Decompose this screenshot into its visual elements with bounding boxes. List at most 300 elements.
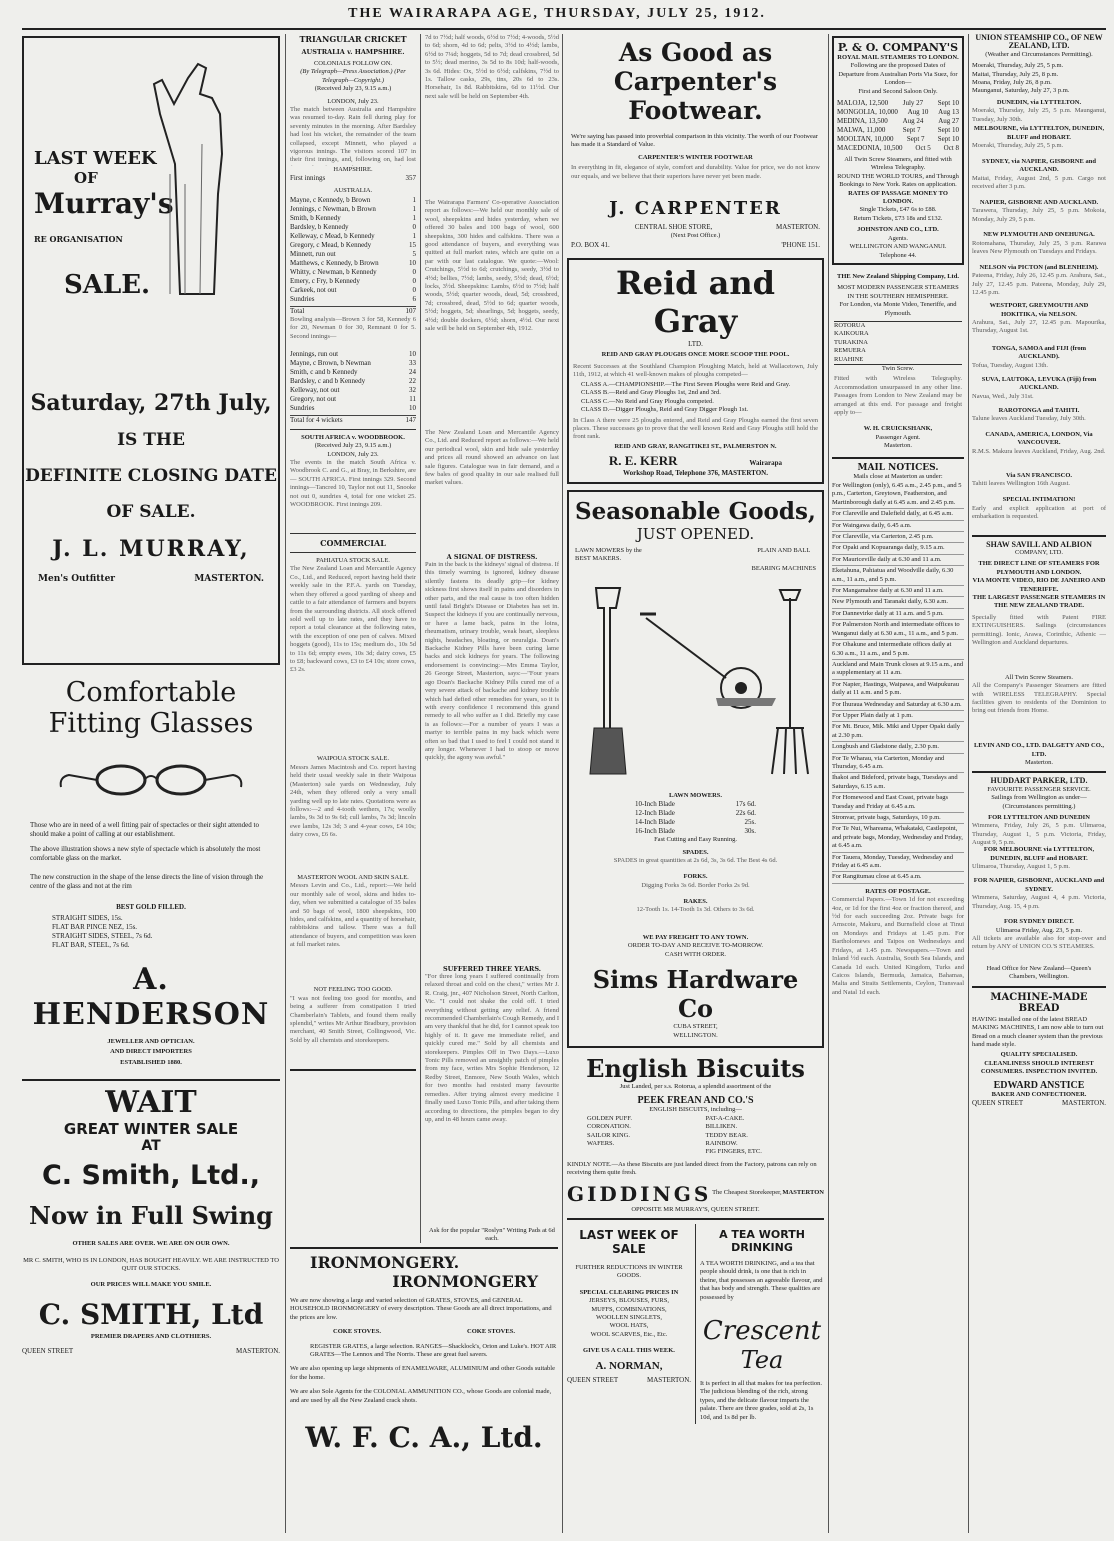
smith-other: OTHER SALES ARE OVER. WE ARE ON OUR OWN. [72,1240,230,1248]
ship-name: ROTORUA [834,321,866,329]
coke-stoves-label-2: COKE STOVES. [467,1328,515,1336]
batting-row [290,277,416,286]
po-advert [832,36,964,265]
biscuit-item: CORONATION. [587,1123,631,1131]
biscuits-brand: PEEK FREAN AND CO.'S [637,1095,754,1107]
sims-spades: SPADES. [682,848,709,856]
tea-title1: A TEA WORTH [719,1228,805,1241]
cricket-follow-on: COLONIALS FOLLOW ON. [313,60,393,67]
ship-row [837,99,959,108]
sailing-line: Maitai, Thursday, July 25, 8 p.m. [972,70,1059,78]
column-6 [972,34,1106,1533]
sims-city: WELLINGTON. [673,1031,718,1039]
batting-row-cell: Bardsley, b Kennedy [290,222,349,231]
ship-row-cell: Oct 8 [943,144,959,153]
batting-row-cell: 10 [409,258,416,267]
smith-great: GREAT WINTER SALE [63,1120,239,1139]
norman-town: MASTERTON. [647,1375,691,1384]
huddart-office: Head Office for New Zealand—Queen's Chambers, Wellington. [986,964,1092,981]
pointing-hand-illustration [140,54,250,304]
column-rule [285,34,286,1533]
uss-np: NEW PLYMOUTH AND ONEHUNGA. [983,231,1095,239]
sims-forks: FORKS. [683,873,708,881]
ship-name: TURAKINA [834,338,868,346]
biscuit-item: TEDDY BEAR. [705,1131,748,1139]
sims-mowers: LAWN MOWERS by the BEST MAKERS. [575,547,642,563]
reid-agent: R. E. KERR [608,453,678,469]
tea-brand1: Crescent [702,1316,822,1346]
column-3: 7d to 7½d; half woods, 6½d to 7½d; 4-woods, 5½d to 6d; shorn, 4d to 6d; pelts, 3½d to 4½d; lambs, 6½d to 7¼d; hoggets, 5d to 7d; dead crossbred, 5d to 5½; dead merino, 3s 5d to 8s 10d; half-woods, 3s 6d. Hides: Ox, 5½d to 6½d; calfskins, 7½d to 1s. Tallow casks, 29s, tins, 20s 6d to 23s. Horsehair, 1s 8d. Rabbitskins, 6d to 11½d. Our next sale will be held on September 4th. The Wairarapa Farmers' Co-operative Association report as follows:—We held our monthly sale of wool, sheepskins and hides yesterday, when we offered 30 bales and 100 bags of wool, 600 sheepskins, 300 hides and calfskins. There was a good attendance of buyers, and everything was quitted at full market rates, which are quite on a par with our last catalogue. We quote:—Wool: Crutchings, 5½d to 6d; crutchings, seedy, 3½d to 4½d; bellies, 7½d; lambs, seedy, 5½d; dead, 6½d; locks, 3½d. Sheepskins: Lambs, 6½d to 7½d; half woods, 5½d; quarter woods, dead, 5d; crossbred, 7d; crossbred, dead, 5½d to 6d; quarter woods, 5½d; hoggets, 5d; shearlings, 5d; hoggets, seedy, 4½d; double dockers, 6½d; shorn, 4½d. Our next sale will be held on September 4th, 1912. The New Zealand Loan and Mercantile Agency Co., Ltd. and Reduced report as follows:—We held our periodical wool, skin and hide sale yesterday and prices all round showed an advance on last sale figures. Catalogue was in fair demand, and a few bales of good quality in our sale realised full market values. A SIGNAL OF DISTRESS. Pain in the back is the kidneys' signal of distress. If this timely warning is ignored, kidney disease silently fastens its deadly grip—for kidney sickness first shows itself in pains and disorders in other parts, and the real cause is too often hidden until fatal Bright's Disease or Diabetes has set in. Suspect the kidneys if you are continually nervous, or have a lame back, pains in the loins, rheumatism, urinary trouble, weak heart, sleepless nights, headaches, bloating, or neuralgia. Doan's Backache Kidney Pills have been curing lame backs and sick kidneys for years. The following endorsement is convincing:—Mrs Emma Taylor, 26 George Street, Masterton, says:—"Four years ago Doan's Backache Kidney Pills cured me of a very severe attack of backache and kidney trouble which had defied other remedies for years, so it is with every confidence I recommend this grand remedy to all who suffer as I did. Briefly my case is as follows:—For a number of years I was a martyr to terrible pains in my back which were often so bad that I used to feel I could not stand it any longer. Whenever I had to stoop or move quickly, the agony was awful." SUFFERED THREE YEARS. "For three long years I suffered continually from relaxed throat and cold on the chest," writes Mr J. R. Craig, jnr., 407 Nicholson Street, North Carlton, Vic. "I could not shake the cold off. I tried everything without getting any relief. A friend recommended Chamberlain's Cough Remedy, and I am very thankful that he did, for I cannot speak too highly of it. It gave me immediate relief, and quickly cured me." Sold by all chemists and storekeepers. Pimples Off in Two Days.—Luxo Tonic Pills removed an unsightly patch of pimples from my face, writes Mrs Sophie Henderson, 12 Redby Street, Enmore, New South Wales, which for two months had resisted many favourite remedies. After trying almost every medicine I finally used Luxo Tonic Pills, and after taking them according to directions, the pimples began to dry up, and in 48 hours came away. Ask for the popular "Roslyn" Writing Pads at 6d each. [425,34,559,1243]
shaw-line: THE DIRECT LINE OF STEAMERS FOR PLYMOUTH AND LONDON. [978,560,1100,576]
union-steamship-advert: UNION STEAMSHIP CO., OF NEW ZEALAND, LTD. (Weather and Circumstances Permitting). Moeraki, Thursday, July 25, 5 p.m. Maitai, Thursday, July 25, 8 p.m. Moana, Friday, July 26, 8 p.m. Maunganui, Saturday, July 27, 3 p.m. DUNEDIN, via LYTTELTON. Moeraki, Thursday, July 25, 5 p.m. Maunganui, Tuesday, July 30th. MELBOURNE, via LYTTELTON, DUNEDIN, BLUFF and HOBART. Moeraki, Thursday, July 25, 5 p.m. SYDNEY, via NAPIER, GISBORNE and AUCKLAND. Maitai, Friday, August 2nd, 5 p.m. Cargo not received after 3 p.m. NAPIER, GISBORNE AND AUCKLAND. Tarawera, Thursday, July 25, 5 p.m. Mokoia, Monday, July 29, 5 p.m. NEW PLYMOUTH AND ONEHUNGA. Rotomahana, Thursday, July 25, 3 p.m. Rarawa leaves New Plymouth on Tuesdays and Fridays. NELSON via PICTON (and BLENHEIM). Pateena, Friday, July 26, 12.45 p.m. Arahura, Sat., July 27, 12.45 p.m. Pateena, Monday, July 29, 12.45 p.m. WESTPORT, GREYMOUTH AND HOKITIKA, via NELSON. Arahura, Sat., July 27, 12.45 p.m. Mapourika, Thursday, August 1st. TONGA, SAMOA and FIJI (from AUCKLAND). Tofua, Tuesday, August 13th. SUVA, LAUTOKA, LEVUKA (Fiji) from AUCKLAND. Navua, Wed., July 31st. RAROTONGA and TAHITI. Talune leaves Auckland Tuesday, July 30th. CANADA, AMERICA, LONDON, Via VANCOUVER. R.M.S. Makura leaves Auckland, Friday, Aug. 2nd. Via SAN FRANCISCO. Tahiti leaves Wellington 16th August. SPECIAL INTIMATION! Early and explicit application at port of embarkation is requested. [972,34,1106,520]
biscuits-incl: ENGLISH BISCUITS, including— [649,1106,742,1114]
glasses-item: STRAIGHT SIDES, 15s. [52,914,123,922]
po-sub: ROYAL MAIL STEAMERS TO LONDON. [837,54,959,61]
biscuits-kindly: KINDLY NOTE.—As these Biscuits are just landed direct from the Factory, patrons can rely on receiving them quite fresh. [567,1160,817,1177]
south-africa-dateline: LONDON, July 23. [327,450,379,458]
reid-result: CLASS C.—No Reid and Gray Ploughs competed. [581,397,714,405]
price-row-cell: 12-Inch Blade [635,809,675,818]
cricket-received: (Received July 23, 9.15 a.m.) [314,85,392,93]
not-feeling-heading: NOT FEELING TOO GOOD. [313,986,393,994]
batting-row [290,223,416,232]
nzs-title: THE New Zealand Shipping Company, Ltd. [837,272,959,280]
batting-row [290,268,416,277]
coke-stoves-label: COKE STOVES. [333,1328,381,1336]
total-label: Total [290,306,305,315]
bread-name: EDWARD ANSTICE [993,1079,1085,1091]
henderson-trade: JEWELLER AND OPTICIAN. [107,1038,195,1045]
mail-notice: For Ohakune and intermediate offices daily at 6.30 a.m., 11 a.m., and 5 p.m. [832,640,964,660]
smith-prices: OUR PRICES WILL MAKE YOU SMILE. [90,1281,212,1289]
smith-town: MASTERTON. [236,1347,280,1356]
uss-nelson: NELSON via PICTON (and BLENHEIM). [979,263,1099,271]
carpenter-name: J. CARPENTER [609,198,782,220]
suffered-heading: SUFFERED THREE YEARS. [442,965,542,973]
ironmongery-title1: IRONMONGERY. [310,1253,460,1272]
reid-workshop: Workshop Road, Telephone 376, MASTERTON. [623,469,768,478]
norman-item: WOOL SCARVES, Etc., Etc. [590,1330,668,1338]
ship-row-cell: Aug 24 [902,117,924,126]
smith-london: MR C. SMITH, WHO IS IN LONDON, HAS BOUGHT HEAVILY. WE ARE INSTRUCTED TO QUIT OUR STOCKS. [23,1256,279,1273]
batting-row [290,350,416,359]
total4-value: 147 [405,415,416,424]
murray-is-the: IS THE [117,430,185,450]
batting-row-cell: Matthews, c Kennedy, b Brown [290,258,379,267]
norman-call: GIVE US A CALL THIS WEEK. [583,1347,675,1355]
price-row-cell: 10-Inch Blade [635,800,675,809]
mail-notice: For Tauera, Monday, Tuesday, Wednesday and Friday at 6.45 a.m. [832,853,964,873]
crescent-tea-advert [700,1224,824,1424]
price-row [635,827,756,836]
sims-hardware-advert: Seasonable Goods, JUST OPENED. LAWN MOWERS by the BEST MAKERS. PLAIN AND BALL BEARING MACHINES LAWN MOWERS. 10-Inch Blade 17s 6d. 12-Inch Blade 22s 6d. 14-Inch Blade 25s. 16-Inch Blade 30s. Fast Cutting and Easy Running. SPADES. SPADES in great quantities at 2s 6d, 3s, 3s 6d. The Best 4s 6d. FORKS. Digging Forks 3s 6d. Border Forks 2s 9d. RAKES. 12-Tooth 1s. 14-Tooth 1s 3d. Others to 3s 6d. WE PAY FREIGHT TO ANY TOWN. ORDER TO-DAY AND RECEIVE TO-MORROW. CASH WITH ORDER. Sims Hardware Co CUBA STREET, WELLINGTON. [567,490,824,1048]
south-africa-heading: SOUTH AFRICA v. WOODBROOK. [301,433,405,441]
murray-line2: OF [74,169,98,187]
first-innings-label: First innings [290,174,326,183]
norman-item: MUFFS, COMBINATIONS, [591,1305,667,1313]
huddart-ulimaroa: Ulimaroa Friday, Aug. 23, 5 p.m. [995,926,1083,934]
norman-special: SPECIAL CLEARING PRICES IN [579,1288,679,1296]
huddart-melb: FOR MELBOURNE via LYTTELTON, DUNEDIN, BLUFF and HOBART. [983,846,1095,862]
norman-further: FURTHER REDUCTIONS IN WINTER GOODS. [575,1264,683,1280]
price-row [635,818,756,827]
mail-close: Mails close at Masterton as under: [853,472,943,480]
henderson-established: ESTABLISHED 1880. [120,1058,182,1066]
smith-street: QUEEN STREET [22,1347,74,1356]
batting-row [290,286,416,295]
hampshire-total: 357 [405,174,416,183]
batting-row-cell: Jennings, run out [290,349,339,358]
mail-notice: Eketahuna, Pahiatua and Woodville daily, 6.30 a.m., 11 a.m., and 5 p.m. [832,566,964,586]
ship-row [837,135,959,144]
ship-row-cell: Aug 27 [938,117,959,126]
batting-row [290,196,416,205]
mail-rates: RATES OF POSTAGE. [865,887,931,895]
batting-row-cell: Jennings, c Newman, b Brown [290,204,376,213]
batting-row [290,232,416,241]
shaw-twin: All Twin Screw Steamers. [1004,673,1074,681]
glasses-item: STRAIGHT SIDES, STEEL, 7s 6d. [52,932,153,940]
price-row-cell: 25s. [744,818,756,827]
batting-row-cell: Sundries [290,294,315,303]
mail-notice: For Opaki and Kopuaranga daily, 9.15 a.m. [832,543,964,554]
mail-notice: For Clareville and Dalefield daily, at 6.45 a.m. [832,509,964,520]
batting-row [290,259,416,268]
smith-logo: C. SMITH, Ltd [38,1297,264,1331]
batting-row-cell: Kelleway, not out [290,385,340,394]
batting-row-cell: Gregory, not out [290,394,337,403]
murray-town: MASTERTON. [194,574,264,584]
sims-plain: PLAIN AND BALL [757,547,811,555]
mail-notice: For Homewood and East Coast, private bags Tuesday and Friday at 6.45 a.m. [832,793,964,813]
uss-sf: Via SAN FRANCISCO. [1005,471,1073,479]
carpenter-intro: We're saying has passed into proverbial comparison in this vicinity. The worth of our Footwear has made it a Standard of Value. [571,133,818,149]
ship-name: REMUERA [834,347,866,355]
price-row-cell: 14-Inch Blade [635,818,675,827]
smith-swing: Now in Full Swing [29,1201,273,1231]
sims-lawn: LAWN MOWERS. [668,791,723,799]
reid-tag: REID AND GRAY PLOUGHS ONCE MORE SCOOP THE POOL. [601,350,790,358]
ship-row [837,144,959,153]
glasses-title2: Fitting Glasses [48,708,254,739]
norman-item: WOOL HATS, [609,1322,649,1330]
shaw-savill-advert: SHAW SAVILL AND ALBION COMPANY, LTD. THE DIRECT LINE OF STEAMERS FOR PLYMOUTH AND LONDON. VIA MONTE VIDEO, RIO DE JANEIRO AND TENERIFFE. THE LARGEST PASSENGER STEAMERS IN THE NEW ZEALAND TRADE. Specially fitted with Patent FIRE EXTINGUISHERS. Sailings (circumstances permitting). Ionic, Arawa, Corinthic, Athenic — Wellington and Auckland departures. All Twin Screw Steamers. All the Company's Passenger Steamers are fitted with WIRELESS TELEGRAPHY. Special facilities given to residents of the Dominion to bring out friends from Home. LEVIN AND CO., LTD. DALGETY AND CO., LTD. Masterton. [972,539,1106,767]
column-1 [22,34,280,1533]
bread-title: MACHINE-MADE BREAD [990,991,1088,1014]
smith-wait: WAIT [105,1085,197,1121]
batting-row [290,241,416,250]
carpenter-town: MASTERTON. [776,223,820,232]
batting-row-cell: 0 [412,267,416,276]
ship-row-cell: July 27 [902,99,924,108]
nzs-advert: THE New Zealand Shipping Company, Ltd. MOST MODERN PASSENGER STEAMERS IN THE SOUTHERN HEMISPHERE. For London, via Monte Video, Teneriffe, and Plymouth. ROTORUA KAIKOURA TURAKINA REMUERA RUAHINE Twin Screw. Fitted with Wireless Telegraphy. Accommodation unsurpassed in any other line. Passages from London to New Zealand may be arranged at this end. For passage and freight apply to— W. H. CRUICKSHANK, Passenger Agent. Masterton. [834,272,962,450]
mail-notice: For Mauriceville daily at 6.30 and 11 a.m. [832,555,964,566]
batting-row-cell: 11 [409,394,416,403]
ironmongery-advert: IRONMONGERY. IRONMONGERY We are now showing a large and varied selection of GRATES, STOVES, and GENERAL HOUSEHOLD IRONMONGERY of every description. These Goods are all direct importations, and the prices are low. COKE STOVES. COKE STOVES. REGISTER GRATES, a large selection. RANGES—Shacklock's, Orion and Luke's. HOT AIR GRATES—The Lennox and The Norris. These are great fuel savers. We are also opening up large shipments of ENAMELWARE, ALUMINIUM and other Goods suitable for the home. We are also Sole Agents for the COLONIAL AMMUNITION CO., whose Goods are colonial made, and are used by all the New Zealand crack shots. W. F. C. A., Ltd. [290,1243,558,1533]
smith-premier: PREMIER DRAPERS AND CLOTHIERS. [90,1332,212,1340]
sims-cash: CASH WITH ORDER. [664,950,727,958]
bread-trade: BAKER AND CONFECTIONER. [991,1090,1087,1098]
giddings-town: MASTERTON [782,1189,824,1197]
reid-result: CLASS D.—Digger Ploughs, Reid and Gray Digger Plough 1st. [581,406,749,414]
cricket-cable: (By Telegraph—Press Association.) (Per Telegraph—Copyright.) [300,68,406,84]
batting-row [290,395,416,404]
batting-row-cell: 15 [409,240,416,249]
masthead-rule [22,28,1106,30]
shaw-via: VIA MONTE VIDEO, RIO DE JANEIRO AND TENERIFFE. [972,577,1106,593]
batting-row [290,377,416,386]
bread-street: QUEEN STREET [972,1098,1024,1107]
uss-weather: (Weather and Circumstances Permitting). [985,50,1093,58]
batting-row-cell: Gregory, c Mead, b Kennedy [290,240,372,249]
po-classes: First and Second Saloon Only. [858,87,938,95]
commercial-heading: COMMERCIAL [320,538,386,549]
australia-batting-list [290,196,416,304]
batting-row-cell: 22 [409,376,416,385]
murray-closing: DEFINITE CLOSING DATE [25,466,277,486]
sailing-line: Maunganui, Saturday, July 27, 3 p.m. [972,87,1070,95]
huddart-parker-advert: HUDDART PARKER, LTD. FAVOURITE PASSENGER SERVICE. Sailings from Wellington as under—(Circumstances permitting.) FOR LYTTELTON AND DUNEDIN Wimmera, Friday, July 26, 5 p.m. Ulimaroa, Thursday, August 1, 5 p.m. Victoria, Friday, August 9, 5 p.m. FOR MELBOURNE via LYTTELTON, DUNEDIN, BLUFF and HOBART. Ulimaroa, Thursday, August 1, 5 p.m. FOR NAPIER, GISBORNE, AUCKLAND and SYDNEY. Wimmera, Saturday, August 4, 4 p.m. Victoria, Thursday, Aug. 15, 4 p.m. FOR SYDNEY DIRECT. Ulimaroa Friday, Aug. 23, 5 p.m. All tickets are available also for stop-over and return by ANY of UNION CO.'S STEAMERS. Head Office for New Zealand—Queen's Chambers, Wellington. [972,776,1106,981]
carpenter-title2: Footwear. [628,96,763,125]
sailing-line: Moana, Friday, July 26, 8 p.m. [972,79,1052,87]
ship-row-cell: Aug 10 [907,108,929,117]
uss-title: UNION STEAMSHIP CO., OF NEW ZEALAND, LTD. [975,34,1103,51]
po-agents: Agents. [887,234,909,242]
po-single: Single Tickets, £47 6s to £88. [859,206,937,214]
shaw-agents: LEVIN AND CO., LTD. DALGETY AND CO., LTD. [973,742,1105,758]
bread-town: MASTERTON. [1062,1098,1106,1107]
sims-price-list [575,800,816,836]
ship-name: KAIKOURA [834,330,869,338]
mail-notice: For Dannevirke daily at 11 a.m. and 5 p.m. [832,609,964,620]
mail-notice: For Upper Plain daily at 1 p.m. [832,711,964,722]
wool-heading: MASTERTON WOOL AND SKIN SALE. [297,873,409,881]
murray-line4: RE ORGANISATION [34,234,123,244]
cricket-heading: TRIANGULAR CRICKET [299,34,407,44]
sims-fast: Fast Cutting and Easy Running. [654,836,737,844]
mail-notice: For Palmerston North and intermediate offices to Wanganui daily at 6.30 a.m., 11 a.m., and 5 p.m. [832,620,964,640]
smith-at: AT [141,1138,161,1155]
ship-row [837,126,959,135]
tea-title2: DRINKING [731,1241,793,1254]
mail-notices: MAIL NOTICES. Mails close at Masterton as under: For Wellington (only), 6.45 a.m., 2.45 p.m., and 5 p.m., Carterton, Greytown, Featherston, and Martinborough daily at 6.45 a.m. and 2.45 p.m. For Clareville and Dalefield daily, at 6.45 a.m. For Waingawa daily, 6.45 a.m. For Clareville, via Carterton, 2.45 p.m. For Opaki and Kopuaranga daily, 9.15 a.m. For Mauriceville daily at 6.30 and 11 a.m. Eketahuna, Pahiatua and Woodville daily, 6.30 a.m., 11 a.m., and 5 p.m. For Mangamahoe daily at 6.30 and 11 a.m. New Plymouth and Taranaki daily, 6.30 a.m. For Dannevirke daily at 11 a.m. and 5 p.m. For Palmerston North and intermediate offices to Wanganui daily at 6.30 a.m., 11 a.m., and 5 p.m. For Ohakune and intermediate offices daily at 6.30 a.m., 11 a.m., and 5 p.m. Auckland and Main Trunk closes at 9.15 a.m., and a supplementary at 11 a.m. For Napier, Hastings, Waipawa, and Waipukurau daily at 11 a.m. and 5 p.m. For Ihuraua Wednesday and Saturday at 6.30 a.m. For Upper Plain daily at 1 p.m. For Mt. Bruce, Mik. Miki and Upper Opaki daily at 2.30 p.m. Longbush and Gladstone daily, 2.30 p.m. For Te Wharau, via Carterton, Monday and Thursday, 6.45 a.m. Ihakoi and Bideford, private bags, Tuesdays and Saturdays, 6.15 a.m. For Homewood and East Coast, private bags Tuesday and Friday at 6.45 a.m. Stronvar, private bags, Saturdays, 10 p.m. For Te Nui, Whareama, Whakataki, Castlepoint, and private bags, Monday, Wednesday and Friday, at 6.45 a.m. For Tauera, Monday, Tuesday, Wednesday and Friday at 6.45 a.m. For Rangitumau close at 6.45 a.m. RATES OF POSTAGE. Commercial Papers.—Town 1d for not exceeding 4oz, or 1d for the first 4oz or fraction thereof, and ½d for each succeeding 2oz. Private bags for Arnscote, Makuru, and Burnsfield close at Tinui on Mondays and Fridays at 1.45 p.m. For Bartholomews and Taipos on Wednesdays and Fridays, at 1.45 p.m. Newspapers.—Town and Inland ½d each. Australia, South Sea Islands, and Canada 1d each. United Kingdom, Turks and Caicos Islands, Bermuda, Jamaica, Bahamas, Malta and Straits Settlements, Ceylon, Transvaal and Natal 1d each. [832,462,964,996]
mail-notice: Stronvar, private bags, Saturdays, 10 p.m. [832,813,964,824]
wfca-name: W. F. C. A., Ltd. [305,1421,543,1455]
batting-row [290,404,416,413]
uss-canada: CANADA, AMERICA, LONDON, Via VANCOUVER. [985,430,1093,447]
shaw-largest: THE LARGEST PASSENGER STEAMERS IN THE NEW ZEALAND TRADE. [972,594,1106,610]
po-town: WELLINGTON AND WANGANUI. [849,243,947,251]
ship-row-cell: MOOLTAN, 10,000 [837,135,894,144]
uss-sailings [972,62,1106,96]
cricket-dateline: LONDON, July 23. [327,97,379,105]
australia-second-innings [290,350,416,413]
nzs-ship-list [834,321,962,365]
batting-row [290,386,416,395]
norman-advert [567,1224,696,1424]
column-4 [567,34,824,1533]
ironmongery-title2: IRONMONGERY [392,1272,538,1291]
price-row [635,809,756,818]
mail-notice: For Waingawa daily, 6.45 a.m. [832,521,964,532]
po-line: Following are the proposed Dates of Departure from Australian Ports Via Suez, for London— [838,62,958,87]
bread-clean: CLEANLINESS SHOULD INTEREST CONSUMERS. INSPECTION INVITED. [980,1059,1098,1076]
signal-heading: A SIGNAL OF DISTRESS. [446,553,538,561]
glasses-p1: Those who are in need of a well fitting pair of spectacles or their sight attended to should make a point of calling at our establishment. [30,821,259,838]
batting-row-cell: 1 [412,204,416,213]
biscuit-item: BILLIKEN. [705,1123,738,1131]
mail-title: MAIL NOTICES. [857,462,939,473]
batting-row-cell: Kelleway, c Mead, b Kennedy [290,231,375,240]
column-5 [832,34,964,1533]
batting-row [290,295,416,304]
sims-freight: WE PAY FREIGHT TO ANY TOWN. [642,933,749,941]
murray-name: J. L. MURRAY, [52,536,250,562]
murray-outfitter: Men's Outfitter [38,574,116,584]
mail-notice: For Napier, Hastings, Waipawa, and Waipukurau daily at 11 a.m. and 5 p.m. [832,680,964,700]
norman-street: QUEEN STREET [567,1375,619,1384]
biscuit-item: WAFERS. [587,1139,615,1147]
reid-gray-advert: Reid and Gray LTD. REID AND GRAY PLOUGHS ONCE MORE SCOOP THE POOL. Recent Successes at the Southland Champion Ploughing Match, held at Wallacetown, July 11th, 1912, at which 41 well-known makes of ploughs competed— CLASS A.—CHAMPIONSHIP.—The First Seven Ploughs were Reid and Gray. CLASS B.—Reid and Gray Ploughs 1st, 2nd and 3rd. CLASS C.—No Reid and Gray Ploughs competed. CLASS D.—Digger Ploughs, Reid and Gray Digger Plough 1st. In Class A there were 25 ploughs entered, and Reid and Gray Ploughs earned the first seven places. These successes go to prove that the well known Reid and Gray Ploughs still hold the front rank. REID AND GRAY, RANGITIKEI ST., PALMERSTON N. R. E. KERR Wairarapa Workshop Road, Telephone 376, MASTERTON. [567,258,824,484]
batting-row-cell: Smith, c and b Kennedy [290,367,358,376]
huddart-title: HUDDART PARKER, LTD. [990,776,1088,786]
norman-name: A. NORMAN, [595,1359,663,1372]
column-2: TRIANGULAR CRICKET AUSTRALIA v. HAMPSHIRE. COLONIALS FOLLOW ON. (By Telegraph—Press Association.) (Per Telegraph—Copyright.) (Received July 23, 9.15 a.m.) LONDON, July 23. The match between Australia and Hampshire was resumed to-day. Rain fell during play for seventy minutes in the morning. After Bardsley had lost his wicket, the remainder of the team collapsed, except Minnett, who played a vigorous innings. The visitors scored 107 in their first innings, and, following on, had lost HAMPSHIRE. First innings 357 AUSTRALIA. Mayne, c Kennedy, b Brown 1 Jennings, c Newman, b Brown 1 Smith, b Kennedy 1 Bardsley, b Kennedy 0 Kelleway, c Mead, b Kennedy 1 Gregory, c Mead, b Kennedy 15 Minnett, run out 5 Matthews, c Kennedy, b Brown 10 Whitty, c Newman, b Kennedy 0 Emery, c Fry, b Kennedy 0 Carkeek, not out 0 Sundries 6 Total 107 Bowling analysis—Brown 3 for 58, Kennedy 6 for 20, Newman 0 for 30, Remnant 0 for 5. Second innings— Jennings, run out 10 Mayne, c Brown, b Newman 33 Smith, c and b Kennedy 24 Bardsley, c and b Kennedy 22 Kelleway, not out 32 Gregory, not out 11 Sundries 10 Total for 4 wickets 147 SOUTH AFRICA v. WOODBROOK. (Received July 23, 9.15 a.m.) LONDON, July 23. The events in the match South Africa v. Woodbrook C. and G., at Bray, in Berkshire, are— SOUTH AFRICA. First innings 329. Second innings—Tancred 10, Taylor not out 11, Snooke not out 0, sundries 4, total for one wicket 25. WOODBROOK. First innings 209. COMMERCIAL PAHIATUA STOCK SALE. The New Zealand Loan and Mercantile Agency Co., Ltd., and Reduced, report having held their weekly sale in the P.F.A. yards on Tuesday, when they offered a good yarding of sheep and cattle to a fair attendance of farmers and buyers from the surrounding districts. All stock offered sold well up to late rates, and they have to report a total clearance at the following rates, with the exception of one pen of calves. Mixed hoggets (good), 11s to 15s; medium do., 10s 5d to 11s 6d; empty ewes, 10s 3d; dairy cows, £5 to £8; backward cows, £3 to £4 10s; store cows, £3 2s. WAIPOUA STOCK SALE. Messrs James Macintosh and Co. report having held their usual weekly sale in their Waipoua (Masterton) sale yards on Wednesday, July 24th, when they offered only a very small yarding well up to late rates. Quotations were as follows:—2 and 4-tooth wethers, 17s; woolly lambs, 9s 3d to 9s 6d; cull lambs, 7s 3d; lincoln ewe lambs, 12s 3d; 3 and 4-year cows, £4 10s; dairy cows, £6 6s. MASTERTON WOOL AND SKIN SALE. Messrs Levin and Co., Ltd., report:—We held our monthly sale of wool, skins and hides to-day, when we submitted a catalogue of 35 bales and 50 bags of wool, 1800 sheepskins, 100 hides, and calfskins, and a quantity of horsehair, rabbitskins and tallow. There was a full attendance of buyers, and competition was keen at full market rates. NOT FEELING TOO GOOD. "I was not feeling too good for months, and being a sufferer from constipation I tried Chamberlain's Tablets, and found them really splendid," writes Mr Arthur Bradbury, provision merchant, 40 Smith Street, Collingwood, Vic. Sold by all chemists and storekeepers. [290,34,416,1533]
huddart-sydney: FOR NAPIER, GISBORNE, AUCKLAND and SYDNEY. [973,877,1105,893]
batting-row [290,205,416,214]
uss-melb: MELBOURNE, via LYTTELTON, DUNEDIN, BLUFF and HOBART. [973,125,1105,141]
murray-line3: Murray's [34,187,174,220]
mail-notice: For Te Nui, Whareama, Whakataki, Castlepoint, and private bags, Monday, Wednesday and Friday, at 6.45 a.m. [832,824,964,852]
tea-closing: It is perfect in all that makes for tea perfection. The judicious blending of the rich, strong types, and the delicate flavour imparts the palate. There are three grades, sold at 2s, 1s 10d, and 1s 8d per lb. [700,1380,823,1421]
reid-result: CLASS B.—Reid and Gray Ploughs 1st, 2nd and 3rd. [581,389,721,397]
price-row [635,800,756,809]
mail-notice: For Ihuraua Wednesday and Saturday at 6.30 a.m. [832,700,964,711]
batting-row-cell: 24 [409,367,416,376]
biscuit-item: SAILOR KING. [587,1131,630,1139]
mail-notice: For Te Wharau, via Carterton, Monday and Thursday, 6.45 a.m. [832,754,964,774]
price-row-cell: 16-Inch Blade [635,827,675,836]
shaw-sub: COMPANY, LTD. [1015,548,1063,556]
sailing-line: Moeraki, Thursday, July 25, 5 p.m. [972,62,1064,70]
glasses-p3: The new construction in the shape of the lense directs the line of vision through the centre of the glass and not at the rim [30,873,264,890]
reid-footer: REID AND GRAY, RANGITIKEI ST., PALMERSTON N. [614,442,777,450]
batting-row-cell: 0 [412,276,416,285]
mail-notice: Longbush and Gladstone daily, 2.30 p.m. [832,742,964,753]
total4-label: Total for 4 wickets [290,415,343,424]
nzs-modern: MOST MODERN PASSENGER STEAMERS IN THE SOUTHERN HEMISPHERE. [837,284,959,300]
sims-title1: Seasonable Goods, [575,498,816,526]
batting-row [290,368,416,377]
price-row-cell: 17s 6d. [735,800,756,809]
henderson-importer: AND DIRECT IMPORTERS [110,1048,192,1056]
po-agent: JOHNSTON AND CO., LTD. [857,226,939,234]
masthead: THE WAIRARAPA AGE, THURSDAY, JULY 25, 1912. [348,6,766,21]
ship-row-cell: Aug 13 [938,108,959,117]
ship-row-cell: Sept 10 [937,126,959,135]
nzs-twin: Twin Screw. [881,364,915,372]
column-rule [828,34,829,1533]
huddart-lyt: FOR LYTTELTON AND DUNEDIN [988,814,1090,822]
south-africa-received: (Received July 23, 9.15 a.m.) [314,442,392,450]
mail-notice: Ihakoi and Bideford, private bags, Tuesdays and Saturdays, 6.15 a.m. [832,773,964,793]
nzs-london: For London, via Monte Video, Teneriffe, and Plymouth. [839,301,957,317]
glasses-gold: BEST GOLD FILLED. [116,903,186,911]
ship-name: RUAHINE [834,355,864,363]
giddings-tag: The Cheapest Storekeeper, [712,1189,782,1197]
murray-advert [22,36,280,665]
price-row-cell: 30s. [744,827,756,836]
spectacles-illustration [51,755,251,805]
batting-row-cell: Smith, b Kennedy [290,213,341,222]
batting-row-cell: 32 [409,385,416,394]
murray-date: Saturday, 27th July, [30,390,272,416]
biscuits-title: English Biscuits [586,1053,805,1083]
ship-row-cell: Sept 10 [937,99,959,108]
nzs-role: Passenger Agent. [875,433,921,441]
uss-napier: NAPIER, GISBORNE AND AUCKLAND. [979,198,1099,206]
mail-notice: For Rangitumau close at 6.45 a.m. [832,872,964,883]
ship-row-cell: MACEDONIA, 10,500 [837,144,903,153]
ship-row-cell: Sept 7 [906,135,925,144]
batting-row-cell: 0 [412,222,416,231]
total-value: 107 [405,306,416,315]
mail-notice: Auckland and Main Trunk closes at 9.15 a.m., and a supplementary at 11 a.m. [832,660,964,680]
batting-row-cell: Carkeek, not out [290,285,337,294]
carpenter-opp: (Next Post Office.) [670,232,721,240]
batting-row-cell: 33 [409,358,416,367]
carpenter-winter: CARPENTER'S WINTER FOOTWEAR [638,153,753,161]
glasses-item: FLAT BAR, STEEL, 7s 6d. [52,941,130,949]
batting-row-cell: 1 [412,195,416,204]
batting-row-cell: 6 [412,294,416,303]
sims-rakes: RAKES. [683,897,708,905]
sims-title2: JUST OPENED. [636,525,755,544]
giddings-name: GIDDINGS [567,1181,712,1206]
mail-notice-list [832,481,964,884]
carpenter-store: CENTRAL SHOE STORE, [634,223,713,232]
smith-firm: C. Smith, Ltd., [41,1160,261,1192]
uss-sydney: SYDNEY, via NAPIER, GISBORNE and AUCKLAND. [982,158,1096,174]
carpenter-title1: As Good as Carpenter's [613,38,778,96]
po-wireless: All Twin Screw Steamers, and fitted with Wireless Telegraphy. [844,156,952,172]
po-ship-list [837,99,959,153]
ship-row-cell: MEDINA, 13,500 [837,117,888,126]
carpenter-phone: 'PHONE 151. [781,240,820,249]
shaw-town: Masterton. [1025,759,1053,767]
uss-special: SPECIAL INTIMATION! [1002,496,1076,504]
huddart-direct: FOR SYDNEY DIRECT. [1004,918,1074,926]
smith-advert [22,1085,280,1356]
batting-row [290,214,416,223]
ship-row-cell: Oct 5 [915,144,931,153]
norman-sale: SALE [612,1242,646,1256]
column-rule [562,34,563,1533]
batting-row-cell: 10 [409,349,416,358]
norman-item: WOOLLEN SINGLETS, [595,1314,663,1322]
ship-row-cell: MALWA, 11,000 [837,126,886,135]
huddart-sub: FAVOURITE PASSENGER SERVICE. [987,785,1091,793]
waipoua-heading: WAIPOUA STOCK SALE. [317,755,389,763]
lawn-mower-illustration [576,578,816,788]
norman-item: JERSEYS, BLOUSES, FURS, [588,1297,669,1305]
sims-order: ORDER TO-DAY AND RECEIVE TO-MORROW. [627,942,764,950]
nzs-agent: W. H. CRUICKSHANK, [863,425,933,433]
mail-notice: For Mangamahoe daily at 6.30 and 11 a.m. [832,586,964,597]
tea-body: A TEA WORTH DRINKING, and a tea that people should drink, is one that is rich in theine, that possesses an agreeable flavour, and that has body and strength. These qualities are possessed by [700,1260,823,1301]
reid-result: CLASS A.—CHAMPIONSHIP.—The First Seven Ploughs were Reid and Gray. [581,381,791,389]
ship-row-cell: MALOJA, 12,500 [837,99,889,108]
